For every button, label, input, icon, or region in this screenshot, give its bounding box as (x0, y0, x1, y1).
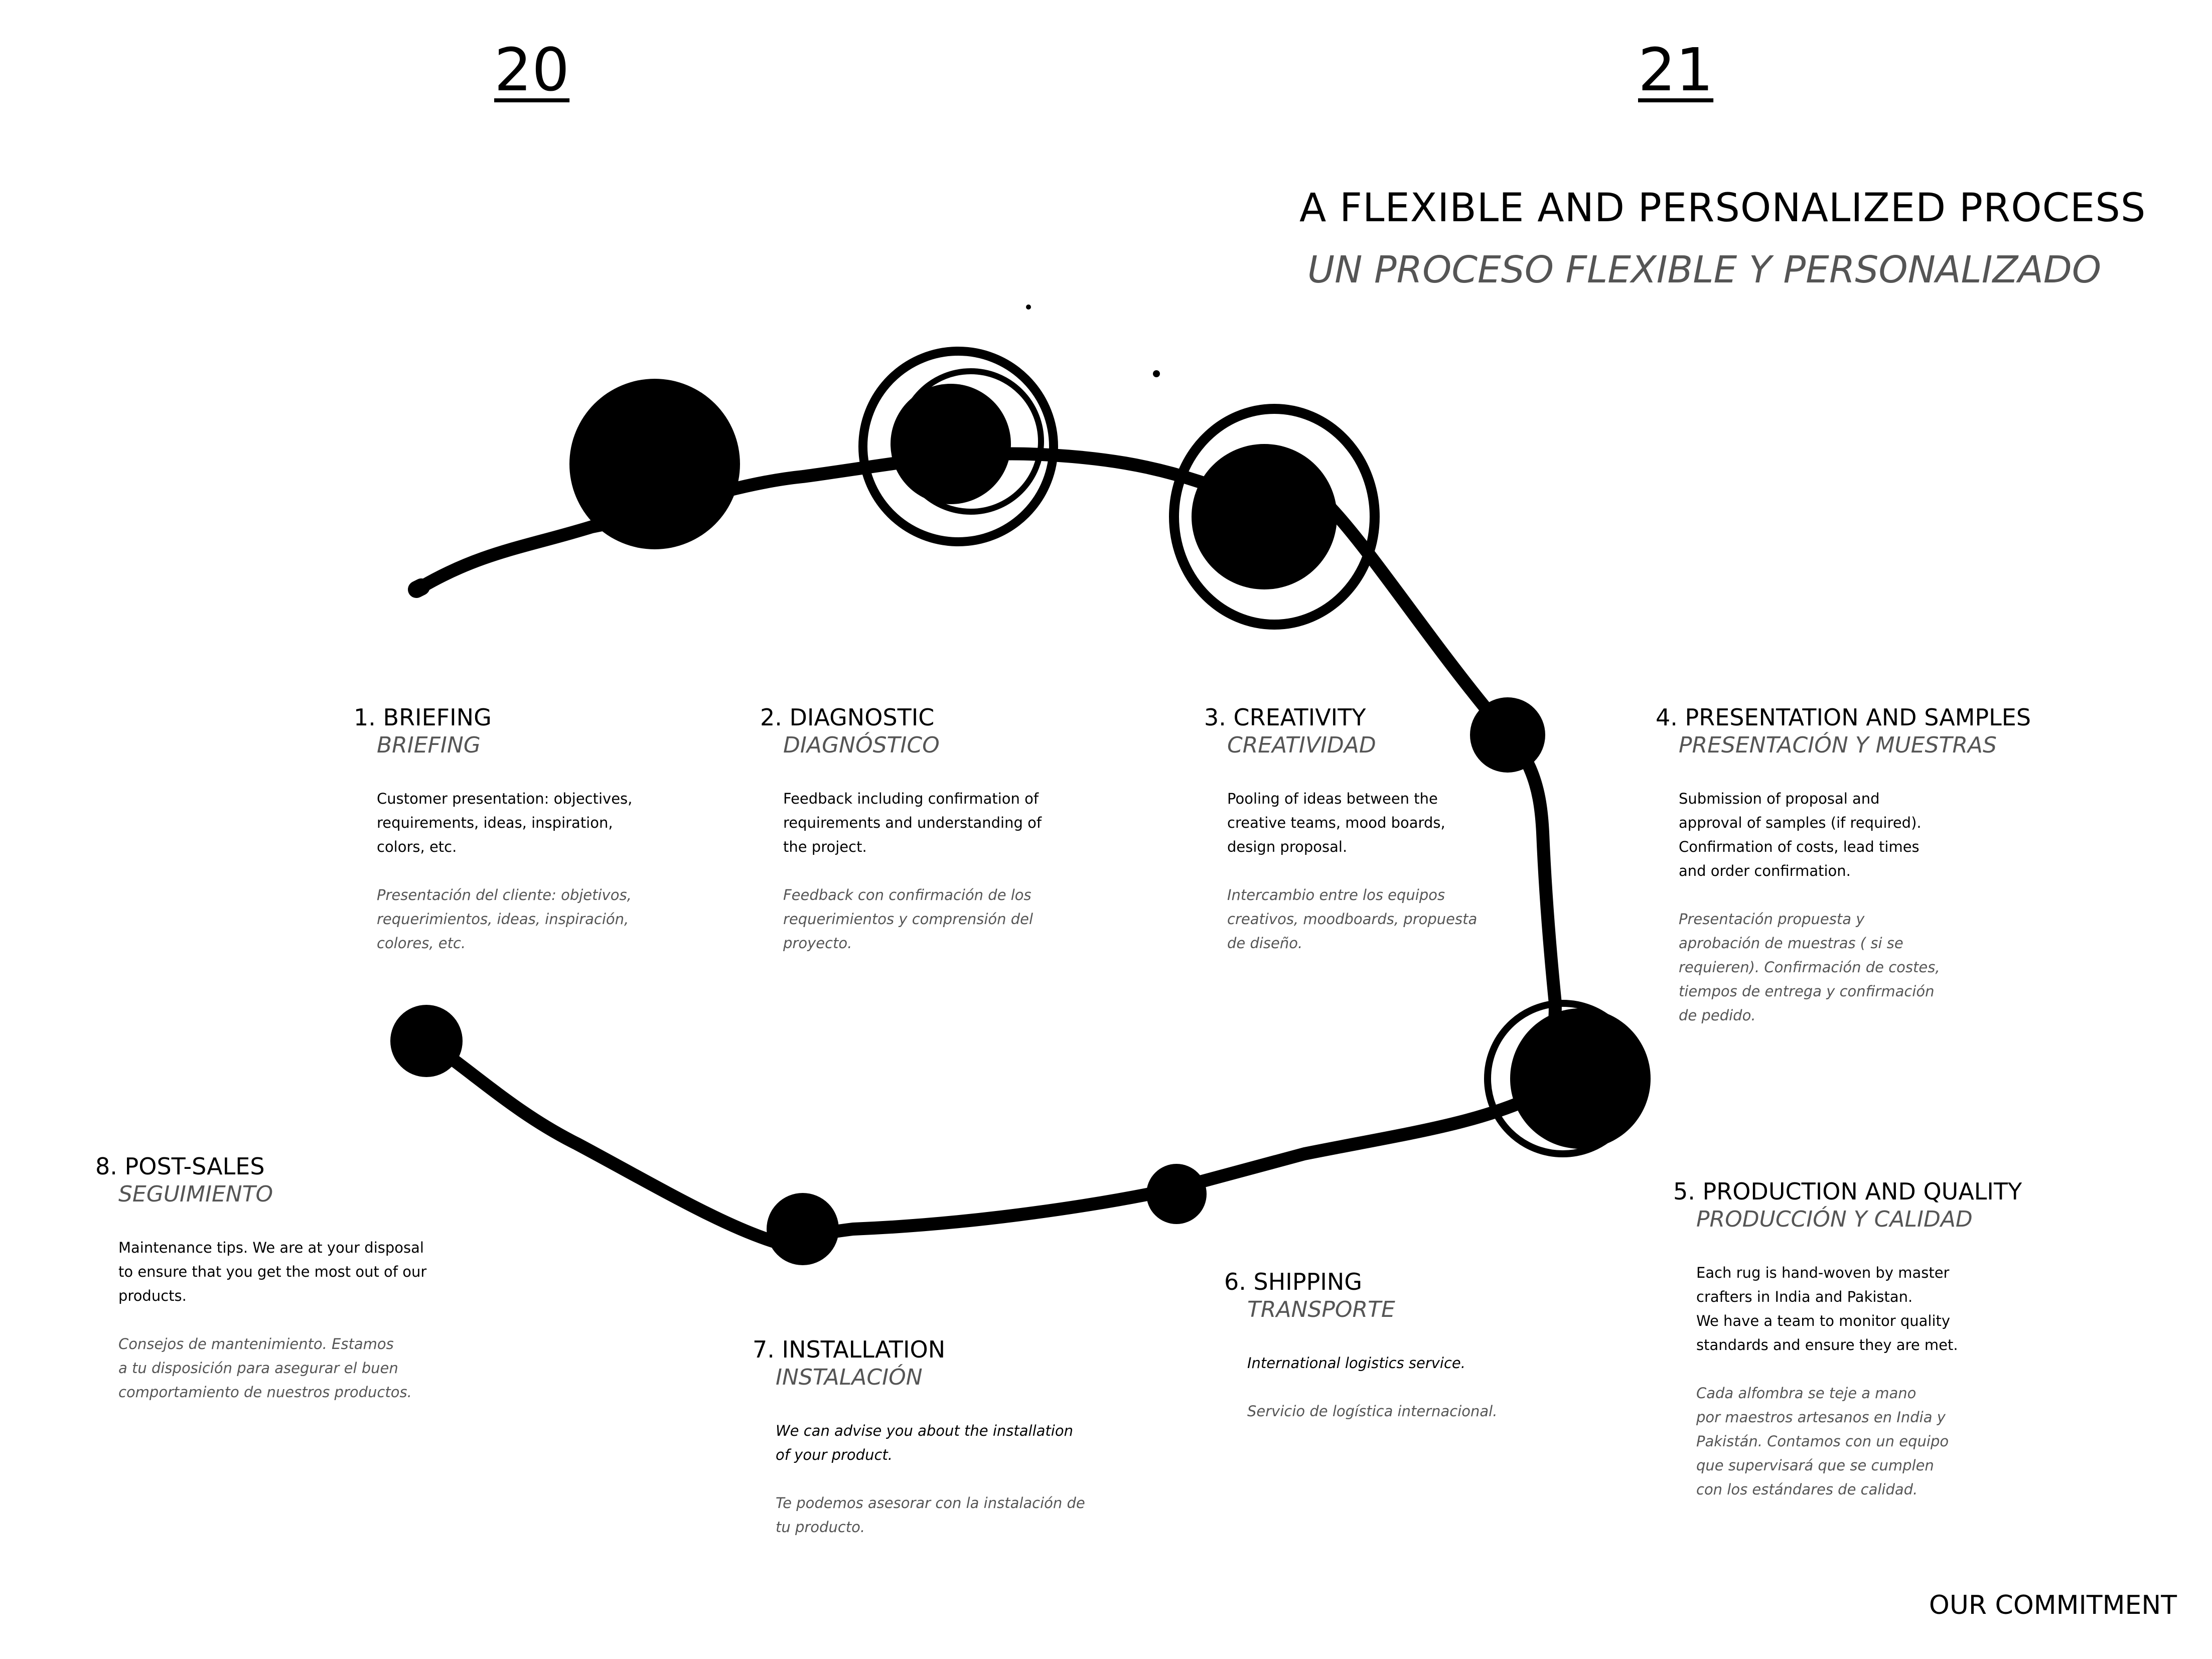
step-subheading: DIAGNÓSTICO (783, 732, 940, 758)
step-subheading: PRODUCCIÓN Y CALIDAD (1696, 1206, 1973, 1232)
step-heading: 6. SHIPPING (1224, 1268, 1362, 1295)
step-subheading: BRIEFING (377, 732, 481, 758)
step-description-en: Each rug is hand-woven by master crafters in India and Pakistan. We have a team to monitor quality standards and ensure they are met. (1696, 1264, 1958, 1353)
step-heading: 5. PRODUCTION AND QUALITY (1673, 1178, 2022, 1205)
step-description-en: Customer presentation: objectives, requirements, ideas, inspiration, colors, etc. (377, 790, 633, 855)
ink-speck (1153, 370, 1160, 377)
ink-dot-6 (1146, 1164, 1207, 1224)
ink-dot-2 (891, 384, 1011, 504)
ink-dot-3 (1192, 444, 1337, 589)
step-subheading: PRESENTACIÓN Y MUESTRAS (1679, 732, 1997, 758)
step-subheading: CREATIVIDAD (1227, 732, 1376, 758)
footer-label: OUR COMMITMENT (1929, 1590, 2177, 1620)
step-heading: 8. POST-SALES (95, 1153, 265, 1180)
step-description-en: Maintenance tips. We are at your disposal to ensure that you get the most out of our products. (118, 1239, 427, 1304)
step-description-es: Feedback con confirmación de los requerimientos y comprensión del proyecto. (783, 886, 1034, 952)
step-description-es: Presentación del cliente: objetivos, requerimientos, ideas, inspiración, colores, etc. (377, 886, 632, 952)
step-heading: 2. DIAGNOSTIC (760, 704, 935, 731)
step-description-es: Servicio de logística internacional. (1247, 1402, 1498, 1420)
step-production-quality (1673, 1179, 2022, 1501)
step-heading: 7. INSTALLATION (753, 1336, 946, 1363)
year-left: 20 (494, 35, 570, 104)
step-subheading: SEGUIMIENTO (118, 1181, 273, 1207)
step-subheading: TRANSPORTE (1247, 1296, 1395, 1322)
ink-dot-4 (1470, 697, 1545, 773)
step-subheading: INSTALACIÓN (776, 1364, 923, 1390)
step-description-es: Consejos de mantenimiento. Estamos a tu disposición para asegurar el buen comportamiento de nuestros productos. (118, 1335, 412, 1401)
step-description-en: Submission of proposal and approval of samples (if required). Confirmation of costs, lead times and order confirmation. (1679, 790, 1922, 879)
step-briefing (354, 705, 632, 955)
step-description-es: Intercambio entre los equipos creativos, moodboards, propuesta de diseño. (1227, 886, 1478, 952)
ink-dot-5 (1510, 1008, 1651, 1149)
ink-path-tail (416, 587, 421, 589)
step-diagnostic (760, 705, 1042, 955)
step-presentation-samples (1656, 705, 2031, 1027)
step-shipping (1224, 1269, 1497, 1423)
step-installation (753, 1337, 1085, 1539)
step-description-es: Presentación propuesta y aprobación de muestras ( si se requieren). Confirmación de costes, tiempos de entrega y confirmación de pedido. (1679, 910, 1940, 1024)
step-description-es: Cada alfombra se teje a mano por maestros artesanos en India y Pakistán. Contamos con un equipo que supervisará que se cumplen con los estándares de calidad. (1696, 1384, 1949, 1498)
step-creativity (1204, 705, 1477, 955)
step-description-es: Te podemos asesorar con la instalación de tu producto. (776, 1494, 1085, 1536)
step-post-sales (95, 1154, 426, 1404)
ink-dot-7 (767, 1193, 839, 1265)
step-heading: 3. CREATIVITY (1204, 704, 1366, 731)
ink-dot-1 (569, 379, 740, 549)
step-description-en: Feedback including confirmation of requirements and understanding of the project. (783, 790, 1042, 855)
step-description-en: International logistics service. (1247, 1354, 1465, 1372)
ink-dot-8 (390, 1005, 463, 1077)
ink-speck (1026, 305, 1031, 310)
step-description-en: Pooling of ideas between the creative teams, mood boards, design proposal. (1227, 790, 1445, 855)
page-title: A FLEXIBLE AND PERSONALIZED PROCESS (1299, 186, 2146, 231)
year-right: 21 (1638, 35, 1714, 104)
step-heading: 4. PRESENTATION AND SAMPLES (1656, 704, 2031, 731)
page-subtitle: UN PROCESO FLEXIBLE Y PERSONALIZADO (1307, 248, 2102, 291)
step-heading: 1. BRIEFING (354, 704, 492, 731)
step-description-en: We can advise you about the installation of your product. (776, 1422, 1073, 1463)
